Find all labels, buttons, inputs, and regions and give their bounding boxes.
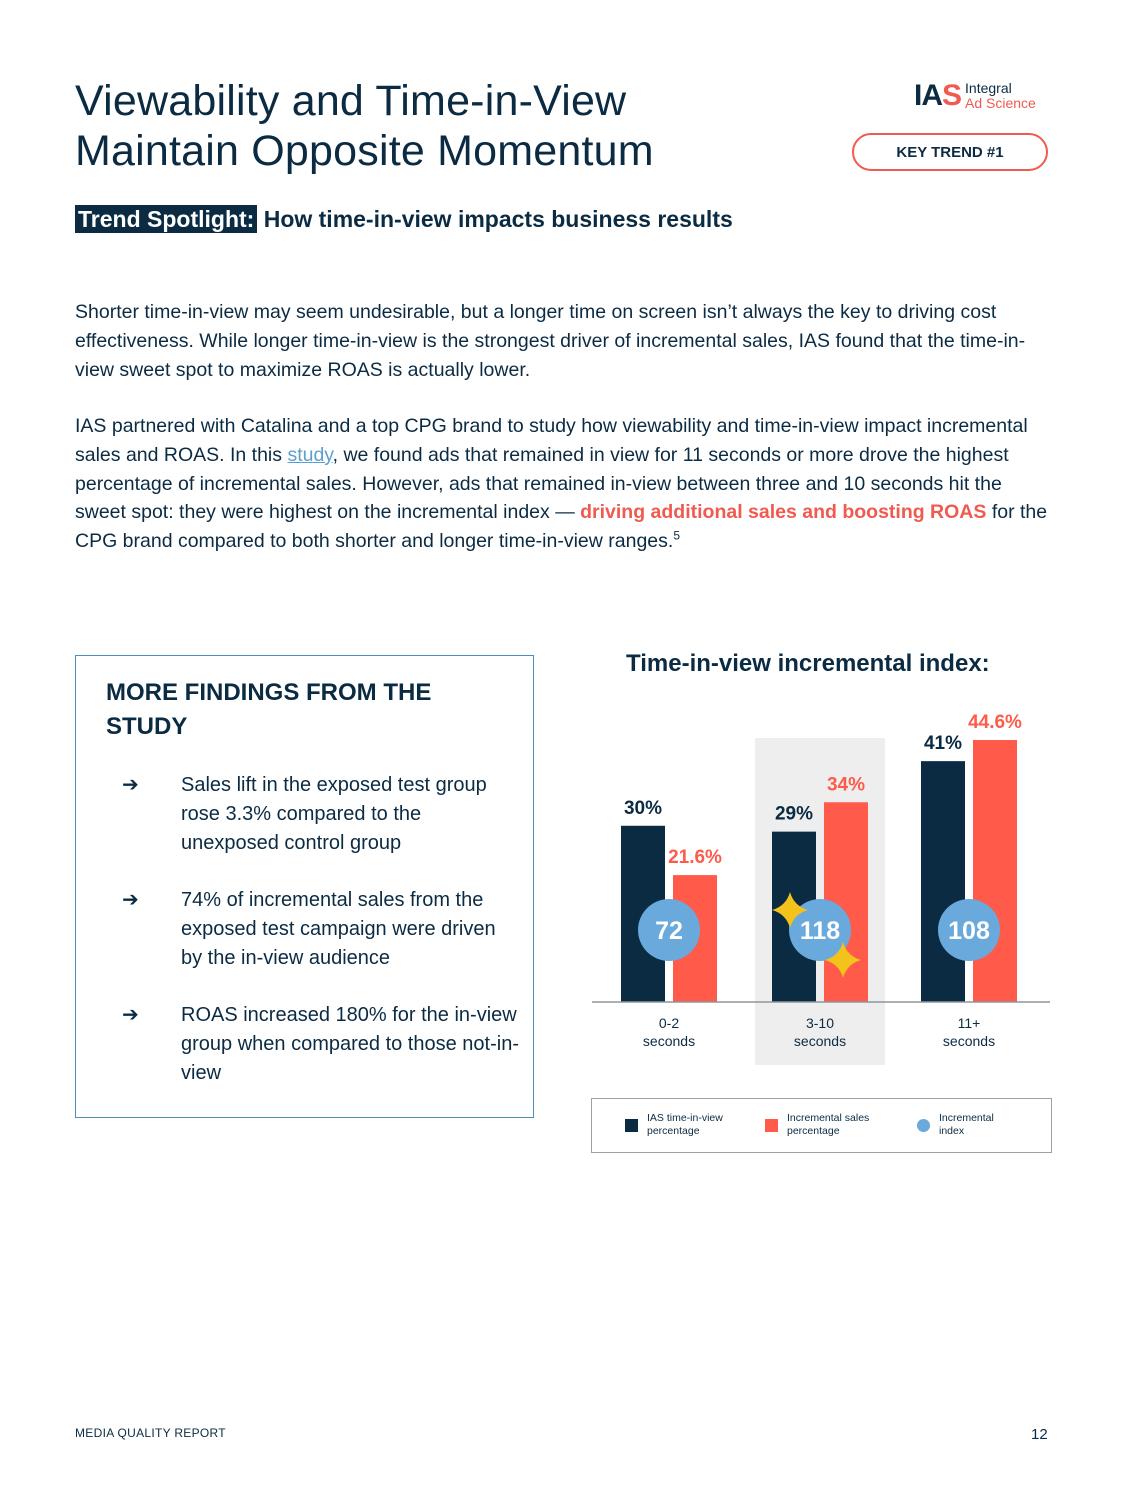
footnote-ref[interactable]: 5 xyxy=(673,528,680,543)
legend-swatch-navy xyxy=(625,1119,638,1132)
logo-line-1: Integral xyxy=(965,80,1012,96)
findings-box xyxy=(75,655,534,1118)
key-trend-badge: KEY TREND #1 xyxy=(852,133,1048,171)
arrow-icon: ➔ xyxy=(122,1004,139,1026)
finding-text: 74% of incremental sales from the exposed test campaign were driven by the in-view audience xyxy=(181,889,496,969)
title-line-1: Viewability and Time-in-View xyxy=(75,77,627,125)
index-label: 72 xyxy=(655,917,683,945)
data-label-incremental-sales: 44.6% xyxy=(968,712,1022,733)
trend-spotlight-heading xyxy=(75,206,733,233)
study-emphasis: driving additional sales and boosting ROAS xyxy=(580,501,987,524)
footer-report-name: MEDIA QUALITY REPORT xyxy=(75,1426,226,1440)
study-text-c: for the CPG brand compared to both shorter and longer time-in-view ranges. xyxy=(75,501,1048,553)
x-tick-label: 11+ xyxy=(957,1015,981,1031)
study-text-a: IAS partnered with Catalina and a top CPG brand to study how viewability and time-in-view impact incremental sales and ROAS. In this xyxy=(75,415,1028,466)
chart-legend xyxy=(591,1098,1052,1153)
data-label-time-in-view: 30% xyxy=(623,797,663,819)
logo-mark: IAS xyxy=(914,79,962,112)
x-tick-label: 0-2 xyxy=(658,1015,680,1031)
arrow-icon: ➔ xyxy=(122,774,139,796)
x-tick-label: seconds xyxy=(942,1033,996,1049)
study-text-b: , we found ads that remained in view for 11 seconds or more drove the highest percentage of incremental sales. However, ads that remained in-view between three and 10 seconds hit the sweet spot: they were highest on the incremental index — xyxy=(75,443,1009,524)
legend-swatch-circle xyxy=(917,1119,930,1132)
ias-logo xyxy=(914,80,1036,112)
bar-incremental-sales xyxy=(973,740,1017,1002)
index-label: 108 xyxy=(948,917,990,945)
legend-label: Incremental index xyxy=(939,1112,994,1137)
spotlight-text: How time-in-view impacts business results xyxy=(257,206,733,232)
finding-text: ROAS increased 180% for the in-view group when compared to those not-in-view xyxy=(181,1004,519,1084)
intro-paragraph: Shorter time-in-view may seem undesirable, but a longer time on screen isn’t always the key to driving cost effectiveness. While longer time-in-view is the strongest driver of incremental sales, IAS found that the time-in-view sweet spot to maximize ROAS is actually lower. xyxy=(75,301,1026,381)
chart-title: Time-in-view incremental index: xyxy=(626,650,990,677)
legend-item-incremental-index xyxy=(917,1099,1034,1151)
legend-label: IAS time-in-view percentage xyxy=(647,1112,723,1137)
page-title xyxy=(75,76,654,176)
finding-text: Sales lift in the exposed test group rose 3.3% compared to the unexposed control group xyxy=(181,774,487,854)
legend-item-incremental-sales xyxy=(765,1099,882,1151)
findings-title: MORE FINDINGS FROM THE STUDY xyxy=(106,679,432,740)
data-label-time-in-view: 29% xyxy=(774,803,814,825)
data-label-incremental-sales: 21.6% xyxy=(668,847,722,869)
study-paragraph xyxy=(75,412,1055,556)
legend-label: Incremental sales percentage xyxy=(787,1112,870,1137)
data-label-time-in-view: 41% xyxy=(923,733,963,755)
arrow-icon: ➔ xyxy=(122,889,139,911)
legend-swatch-coral xyxy=(765,1119,778,1132)
legend-item-time-in-view xyxy=(625,1099,742,1151)
logo-line-2: Ad Science xyxy=(965,95,1036,111)
time-in-view-chart xyxy=(580,690,1060,1075)
title-line-2: Maintain Opposite Momentum xyxy=(75,127,654,175)
page-number: 12 xyxy=(1031,1426,1048,1443)
data-label-incremental-sales: 34% xyxy=(826,774,866,796)
study-link[interactable]: study xyxy=(287,443,333,466)
spotlight-highlight: Trend Spotlight: xyxy=(75,205,257,233)
logo-wordmark xyxy=(965,81,1036,111)
index-label: 118 xyxy=(799,917,841,945)
bar-time-in-view xyxy=(921,761,965,1002)
x-tick-label: seconds xyxy=(642,1033,696,1049)
x-tick-label: 3-10 xyxy=(805,1015,835,1031)
x-tick-label: seconds xyxy=(793,1033,847,1049)
